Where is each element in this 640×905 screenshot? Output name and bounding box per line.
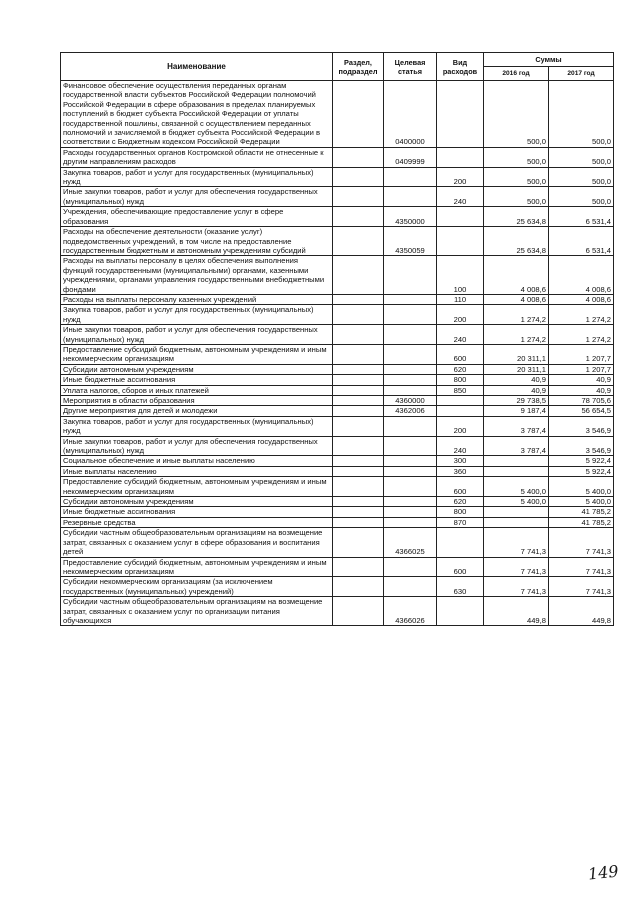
budget-table — [60, 52, 614, 626]
row-target: 4362006 — [384, 406, 437, 416]
row-sum-2016: 5 400,0 — [484, 497, 549, 507]
header-name: Наименование — [61, 53, 333, 81]
table-row — [61, 497, 614, 507]
row-name: Расходы на обеспечение деятельности (оказание услуг) подведомственных учреждений, в том числе на предоставление государственным бюджетным и автономным учреждениям субсидий — [61, 227, 333, 256]
row-type: 630 — [437, 577, 484, 597]
row-name: Расходы на выплаты персоналу в целях обеспечения выполнения функций государственными (муниципальными) органами, казенными учреждениями, органами управления государственными внебюджетными фондами — [61, 256, 333, 295]
row-sum-2017: 4 008,6 — [549, 294, 614, 304]
row-section — [333, 187, 384, 207]
row-sum-2017: 500,0 — [549, 81, 614, 148]
row-section — [333, 81, 384, 148]
row-sum-2016: 40,9 — [484, 375, 549, 385]
row-sum-2017: 5 922,4 — [549, 466, 614, 476]
table-row — [61, 456, 614, 466]
row-section — [333, 385, 384, 395]
row-sum-2017: 500,0 — [549, 147, 614, 167]
row-section — [333, 396, 384, 406]
table-row — [61, 187, 614, 207]
row-type: 800 — [437, 507, 484, 517]
row-sum-2016: 5 400,0 — [484, 477, 549, 497]
row-section — [333, 436, 384, 456]
row-name: Расходы на выплаты персоналу казенных учреждений — [61, 294, 333, 304]
row-name: Учреждения, обеспечивающие предоставление услуг в сфере образования — [61, 207, 333, 227]
row-target — [384, 364, 437, 374]
row-sum-2016: 9 187,4 — [484, 406, 549, 416]
row-type: 870 — [437, 517, 484, 527]
table-row — [61, 227, 614, 256]
row-sum-2017: 1 207,7 — [549, 364, 614, 374]
row-type: 200 — [437, 305, 484, 325]
row-target — [384, 557, 437, 577]
row-sum-2016 — [484, 517, 549, 527]
row-sum-2016: 1 274,2 — [484, 305, 549, 325]
row-type: 850 — [437, 385, 484, 395]
row-name: Мероприятия в области образования — [61, 396, 333, 406]
row-target — [384, 466, 437, 476]
table-row — [61, 436, 614, 456]
row-sum-2016: 29 738,5 — [484, 396, 549, 406]
row-type — [437, 81, 484, 148]
row-name: Уплата налогов, сборов и иных платежей — [61, 385, 333, 395]
row-type — [437, 406, 484, 416]
table-row — [61, 577, 614, 597]
row-type: 600 — [437, 557, 484, 577]
row-sum-2017: 5 922,4 — [549, 456, 614, 466]
row-section — [333, 557, 384, 577]
row-target — [384, 385, 437, 395]
row-section — [333, 227, 384, 256]
row-sum-2017: 500,0 — [549, 167, 614, 187]
row-sum-2017: 3 546,9 — [549, 436, 614, 456]
row-type — [437, 396, 484, 406]
header-row — [61, 53, 614, 67]
row-type: 240 — [437, 187, 484, 207]
row-name: Иные закупки товаров, работ и услуг для обеспечения государственных (муниципальных) нужд — [61, 436, 333, 456]
row-section — [333, 416, 384, 436]
row-name: Резервные средства — [61, 517, 333, 527]
row-sum-2016: 3 787,4 — [484, 416, 549, 436]
row-type: 600 — [437, 344, 484, 364]
row-type — [437, 207, 484, 227]
row-sum-2017: 56 654,5 — [549, 406, 614, 416]
row-section — [333, 207, 384, 227]
row-target — [384, 456, 437, 466]
row-target — [384, 187, 437, 207]
table-row — [61, 344, 614, 364]
row-section — [333, 305, 384, 325]
row-name: Иные бюджетные ассигнования — [61, 507, 333, 517]
row-name: Предоставление субсидий бюджетным, автономным учреждениям и иным некоммерческим организациям — [61, 477, 333, 497]
table-row — [61, 528, 614, 557]
row-sum-2017: 7 741,3 — [549, 528, 614, 557]
row-section — [333, 375, 384, 385]
row-sum-2017: 40,9 — [549, 385, 614, 395]
row-name: Финансовое обеспечение осуществления переданных органам государственной власти субъектов Российской Федерации полномочий Российской Федерации в сфере образования в пределах планируемых поступлений в бюджет субъекта Российской Федерации от уплаты государственной пошлины, связанной с осуществлением переданных полномочий и зачисляемой в бюджет субъекта Российской Федерации в соответствии с Бюджетным кодексом Российской Федерации — [61, 81, 333, 148]
row-type — [437, 528, 484, 557]
table-row — [61, 325, 614, 345]
row-type: 240 — [437, 436, 484, 456]
row-type: 620 — [437, 364, 484, 374]
row-target: 4366026 — [384, 597, 437, 626]
row-type: 360 — [437, 466, 484, 476]
row-sum-2016: 3 787,4 — [484, 436, 549, 456]
row-sum-2016: 25 634,8 — [484, 207, 549, 227]
row-name: Социальное обеспечение и иные выплаты населению — [61, 456, 333, 466]
row-sum-2017: 500,0 — [549, 187, 614, 207]
row-section — [333, 466, 384, 476]
row-section — [333, 517, 384, 527]
row-sum-2017: 41 785,2 — [549, 507, 614, 517]
row-type: 200 — [437, 167, 484, 187]
row-section — [333, 256, 384, 295]
table-row — [61, 81, 614, 148]
row-sum-2016: 500,0 — [484, 147, 549, 167]
row-type — [437, 147, 484, 167]
row-sum-2017: 7 741,3 — [549, 577, 614, 597]
table-row — [61, 167, 614, 187]
row-target — [384, 325, 437, 345]
row-type: 110 — [437, 294, 484, 304]
table-row — [61, 305, 614, 325]
row-target — [384, 577, 437, 597]
header-type: Вид расходов — [437, 53, 484, 81]
row-target — [384, 256, 437, 295]
header-section: Раздел, подраздел — [333, 53, 384, 81]
table-row — [61, 507, 614, 517]
row-section — [333, 344, 384, 364]
row-name: Иные бюджетные ассигнования — [61, 375, 333, 385]
row-target — [384, 294, 437, 304]
row-target — [384, 497, 437, 507]
table-row — [61, 597, 614, 626]
row-section — [333, 167, 384, 187]
row-section — [333, 507, 384, 517]
row-type: 620 — [437, 497, 484, 507]
table-row — [61, 256, 614, 295]
row-section — [333, 147, 384, 167]
row-name: Предоставление субсидий бюджетным, автономным учреждениям и иным некоммерческим организациям — [61, 557, 333, 577]
table-row — [61, 557, 614, 577]
row-section — [333, 497, 384, 507]
row-name: Предоставление субсидий бюджетным, автономным учреждениям и иным некоммерческим организациям — [61, 344, 333, 364]
row-target — [384, 344, 437, 364]
table-row — [61, 207, 614, 227]
row-target: 4350000 — [384, 207, 437, 227]
table-row — [61, 517, 614, 527]
row-sum-2016: 7 741,3 — [484, 557, 549, 577]
row-name: Субсидии некоммерческим организациям (за исключением государственных (муниципальных) учреждений) — [61, 577, 333, 597]
table-row — [61, 294, 614, 304]
table-row — [61, 477, 614, 497]
row-sum-2017: 6 531,4 — [549, 227, 614, 256]
row-target — [384, 416, 437, 436]
row-section — [333, 294, 384, 304]
row-target: 4360000 — [384, 396, 437, 406]
row-sum-2016: 1 274,2 — [484, 325, 549, 345]
row-target — [384, 436, 437, 456]
row-sum-2017: 41 785,2 — [549, 517, 614, 527]
row-sum-2017: 4 008,6 — [549, 256, 614, 295]
row-target: 0400000 — [384, 81, 437, 148]
row-section — [333, 364, 384, 374]
table-row — [61, 406, 614, 416]
row-sum-2016: 449,8 — [484, 597, 549, 626]
row-target — [384, 375, 437, 385]
table-row — [61, 147, 614, 167]
row-sum-2017: 1 274,2 — [549, 325, 614, 345]
row-section — [333, 577, 384, 597]
row-sum-2017: 1 274,2 — [549, 305, 614, 325]
row-target — [384, 305, 437, 325]
row-name: Закупка товаров, работ и услуг для государственных (муниципальных) нужд — [61, 167, 333, 187]
header-sums: Суммы — [484, 53, 614, 67]
row-type: 100 — [437, 256, 484, 295]
row-target — [384, 507, 437, 517]
row-sum-2016: 40,9 — [484, 385, 549, 395]
row-target — [384, 477, 437, 497]
row-name: Субсидии автономным учреждениям — [61, 364, 333, 374]
row-section — [333, 456, 384, 466]
row-target — [384, 167, 437, 187]
row-sum-2016: 25 634,8 — [484, 227, 549, 256]
row-sum-2016: 500,0 — [484, 167, 549, 187]
row-name: Субсидии частным общеобразовательным организациям на возмещение затрат, связанных с оказанием услуг по организации питания обучающихся — [61, 597, 333, 626]
row-type: 240 — [437, 325, 484, 345]
row-name: Закупка товаров, работ и услуг для государственных (муниципальных) нужд — [61, 416, 333, 436]
table-row — [61, 466, 614, 476]
row-sum-2016 — [484, 507, 549, 517]
header-year-2017: 2017 год — [549, 67, 614, 81]
row-sum-2017: 6 531,4 — [549, 207, 614, 227]
row-name: Закупка товаров, работ и услуг для государственных (муниципальных) нужд — [61, 305, 333, 325]
row-sum-2017: 78 705,6 — [549, 396, 614, 406]
row-sum-2017: 40,9 — [549, 375, 614, 385]
row-name: Субсидии частным общеобразовательным организациям на возмещение затрат, связанных с оказанием услуг в сфере образования и воспитания детей — [61, 528, 333, 557]
row-type — [437, 597, 484, 626]
header-target: Целевая статья — [384, 53, 437, 81]
table-row — [61, 385, 614, 395]
row-type: 200 — [437, 416, 484, 436]
row-sum-2016: 500,0 — [484, 187, 549, 207]
row-sum-2016: 500,0 — [484, 81, 549, 148]
table-row — [61, 416, 614, 436]
row-sum-2017: 7 741,3 — [549, 557, 614, 577]
page-number: 149 — [587, 861, 620, 884]
row-type: 800 — [437, 375, 484, 385]
row-sum-2016: 7 741,3 — [484, 577, 549, 597]
row-section — [333, 597, 384, 626]
row-target — [384, 517, 437, 527]
table-body — [61, 81, 614, 626]
row-name: Иные выплаты населению — [61, 466, 333, 476]
row-name: Иные закупки товаров, работ и услуг для обеспечения государственных (муниципальных) нужд — [61, 187, 333, 207]
header-year-2016: 2016 год — [484, 67, 549, 81]
row-sum-2016: 4 008,6 — [484, 294, 549, 304]
row-section — [333, 528, 384, 557]
row-sum-2017: 3 546,9 — [549, 416, 614, 436]
row-name: Расходы государственных органов Костромской области не отнесенные к другим направлениям расходов — [61, 147, 333, 167]
row-type: 300 — [437, 456, 484, 466]
row-sum-2016: 20 311,1 — [484, 344, 549, 364]
row-name: Иные закупки товаров, работ и услуг для обеспечения государственных (муниципальных) нужд — [61, 325, 333, 345]
row-sum-2016 — [484, 456, 549, 466]
row-sum-2017: 1 207,7 — [549, 344, 614, 364]
row-sum-2016: 4 008,6 — [484, 256, 549, 295]
row-sum-2016 — [484, 466, 549, 476]
table-row — [61, 396, 614, 406]
row-sum-2017: 5 400,0 — [549, 477, 614, 497]
row-type: 600 — [437, 477, 484, 497]
row-name: Другие мероприятия для детей и молодежи — [61, 406, 333, 416]
row-sum-2017: 449,8 — [549, 597, 614, 626]
row-target: 4366025 — [384, 528, 437, 557]
table-row — [61, 364, 614, 374]
table-row — [61, 375, 614, 385]
row-section — [333, 477, 384, 497]
row-name: Субсидии автономным учреждениям — [61, 497, 333, 507]
row-sum-2016: 7 741,3 — [484, 528, 549, 557]
row-sum-2016: 20 311,1 — [484, 364, 549, 374]
row-type — [437, 227, 484, 256]
row-section — [333, 406, 384, 416]
row-target: 4350059 — [384, 227, 437, 256]
row-sum-2017: 5 400,0 — [549, 497, 614, 507]
row-target: 0409999 — [384, 147, 437, 167]
row-section — [333, 325, 384, 345]
